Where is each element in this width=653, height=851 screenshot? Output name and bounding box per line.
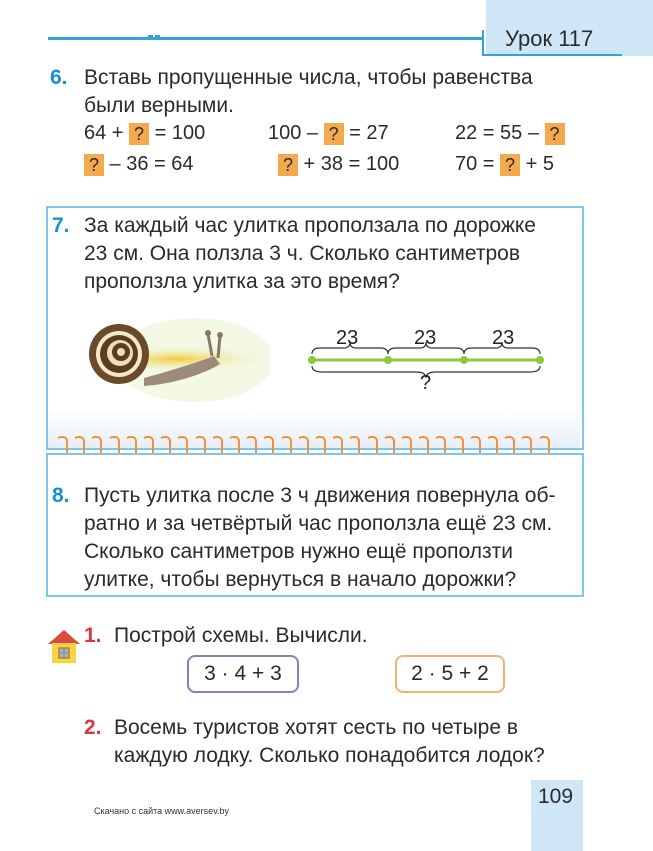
expression-box-2: 2 · 5 + 2 xyxy=(395,655,505,693)
snail-illustration xyxy=(84,312,270,402)
missing-number-box[interactable]: ? xyxy=(278,154,298,176)
home-task-2-text-line2: каждую лодку. Сколько понадобится лодок? xyxy=(114,744,545,767)
task-7-number: 7. xyxy=(52,214,70,237)
task-7-text-line1: За каждый час улитка проползала по дорожке xyxy=(84,214,536,237)
eq-part: = 27 xyxy=(343,122,389,144)
header-tab-edge xyxy=(482,30,484,56)
header-rule-dot xyxy=(155,35,160,40)
equation-1 xyxy=(84,122,205,145)
home-task-1-text: Построй схемы. Вычисли. xyxy=(114,624,368,647)
eq-part: = 100 xyxy=(149,122,206,144)
eq-part: + 38 = 100 xyxy=(298,153,400,175)
eq-part: 22 = 55 – xyxy=(455,122,545,144)
equation-6 xyxy=(455,153,554,176)
header-tab-underline xyxy=(482,54,622,56)
equation-4 xyxy=(84,153,194,176)
lesson-title: Урок 117 xyxy=(505,26,594,51)
eq-part: 100 – xyxy=(268,122,324,144)
task-8-text-line1: Пусть улитка после 3 ч движения повернула об- xyxy=(84,484,556,507)
eq-part: 70 = xyxy=(455,153,501,175)
task-6-text-line2: были верными. xyxy=(84,94,234,117)
task-6-text-line1: Вставь пропущенные числа, чтобы равенства xyxy=(84,66,533,89)
missing-number-box[interactable]: ? xyxy=(500,154,520,176)
eq-part: – 36 = 64 xyxy=(104,153,194,175)
expression-box-1: 3 · 4 + 3 xyxy=(187,655,299,693)
eq-part: 64 + xyxy=(84,122,130,144)
task-8-number: 8. xyxy=(52,484,70,507)
missing-number-box[interactable]: ? xyxy=(545,123,565,145)
task-8-text-line3: Сколько сантиметров нужно ещё проползти xyxy=(84,540,513,563)
page-number: 109 xyxy=(538,785,574,808)
missing-number-box[interactable]: ? xyxy=(129,123,149,145)
task-7-text-line2: 23 см. Она ползла 3 ч. Сколько сантиметров xyxy=(84,242,520,265)
header-rule-dot xyxy=(148,35,153,40)
home-task-2-text-line1: Восемь туристов хотят сесть по четыре в xyxy=(114,716,519,739)
task-8-text-line2: ратно и за четвёртый час проползла ещё 23 см. xyxy=(84,512,553,535)
task-6-number: 6. xyxy=(50,66,68,89)
missing-number-box[interactable]: ? xyxy=(324,123,344,145)
scheme-total-label: ? xyxy=(420,372,432,394)
scheme-segment-label: 23 xyxy=(414,327,437,349)
equation-3 xyxy=(455,122,565,145)
home-task-2-number: 2. xyxy=(84,716,102,739)
equation-5 xyxy=(278,153,399,176)
eq-part: + 5 xyxy=(520,153,554,175)
scheme-segment-label: 23 xyxy=(336,327,359,349)
header-rule xyxy=(48,37,484,40)
equation-2 xyxy=(268,122,389,145)
task-7-text-line3: проползла улитка за это время? xyxy=(84,270,400,293)
house-icon xyxy=(46,626,82,666)
home-task-1-number: 1. xyxy=(84,624,102,647)
task-8-text-line4: улитке, чтобы вернуться в начало дорожки? xyxy=(84,568,517,591)
source-note: Скачано с сайта www.aversev.by xyxy=(94,806,230,816)
scheme-segment-label: 23 xyxy=(492,327,515,349)
missing-number-box[interactable]: ? xyxy=(84,154,104,176)
